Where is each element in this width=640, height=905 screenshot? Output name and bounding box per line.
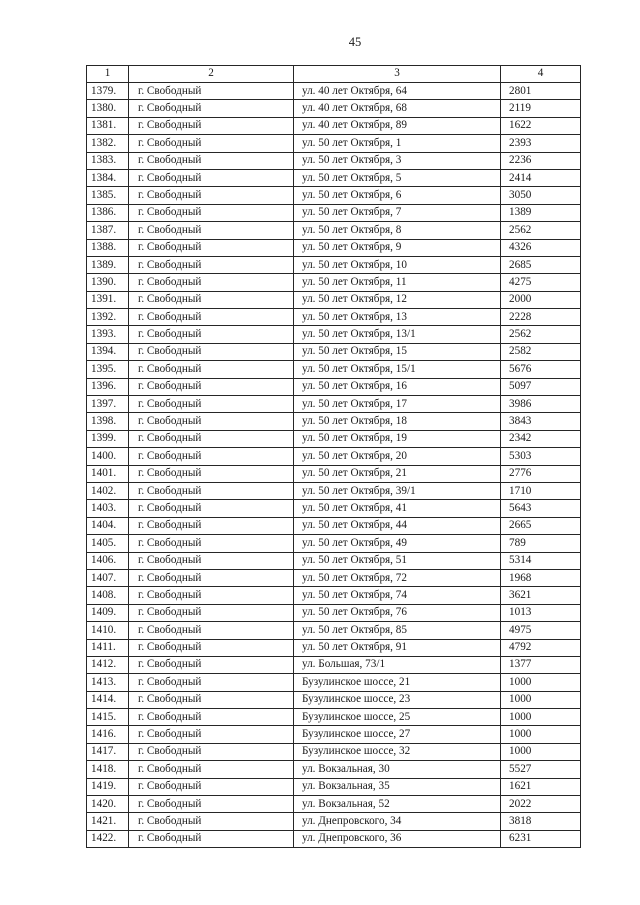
row-number: 1392.	[87, 309, 129, 326]
row-city: г. Свободный	[129, 187, 294, 204]
table-row	[87, 291, 581, 308]
row-city: г. Свободный	[129, 256, 294, 273]
row-city: г. Свободный	[129, 743, 294, 760]
row-value: 2414	[501, 169, 581, 186]
row-number: 1387.	[87, 222, 129, 239]
table-row	[87, 830, 581, 847]
row-address: ул. 50 лет Октября, 1	[294, 135, 501, 152]
row-value: 3986	[501, 396, 581, 413]
row-number: 1402.	[87, 482, 129, 499]
row-city: г. Свободный	[129, 83, 294, 100]
table-row	[87, 187, 581, 204]
row-number: 1397.	[87, 396, 129, 413]
row-value: 4275	[501, 274, 581, 291]
row-address: ул. 40 лет Октября, 68	[294, 100, 501, 117]
row-value: 1389	[501, 204, 581, 221]
table-row	[87, 413, 581, 430]
header-col-2: 2	[129, 66, 294, 83]
row-city: г. Свободный	[129, 830, 294, 847]
row-address: ул. 50 лет Октября, 6	[294, 187, 501, 204]
table-row	[87, 587, 581, 604]
row-city: г. Свободный	[129, 709, 294, 726]
row-address: ул. 50 лет Октября, 7	[294, 204, 501, 221]
row-number: 1401.	[87, 465, 129, 482]
table-row	[87, 674, 581, 691]
row-value: 2582	[501, 343, 581, 360]
header-row	[87, 66, 581, 83]
row-address: Бузулинское шоссе, 25	[294, 709, 501, 726]
row-city: г. Свободный	[129, 309, 294, 326]
table-row	[87, 448, 581, 465]
table-row	[87, 796, 581, 813]
row-number: 1416.	[87, 726, 129, 743]
row-value: 1000	[501, 743, 581, 760]
row-number: 1419.	[87, 778, 129, 795]
row-value: 5643	[501, 500, 581, 517]
row-address: ул. 40 лет Октября, 89	[294, 117, 501, 134]
row-address: ул. 50 лет Октября, 10	[294, 256, 501, 273]
table-row	[87, 500, 581, 517]
table-row	[87, 465, 581, 482]
row-address: ул. Вокзальная, 35	[294, 778, 501, 795]
row-number: 1404.	[87, 517, 129, 534]
row-value: 5527	[501, 761, 581, 778]
row-value: 5097	[501, 378, 581, 395]
row-value: 2665	[501, 517, 581, 534]
row-value: 5303	[501, 448, 581, 465]
table-row	[87, 135, 581, 152]
row-city: г. Свободный	[129, 361, 294, 378]
row-address: ул. 50 лет Октября, 8	[294, 222, 501, 239]
row-address: ул. 50 лет Октября, 18	[294, 413, 501, 430]
row-city: г. Свободный	[129, 761, 294, 778]
row-value: 789	[501, 535, 581, 552]
row-address: ул. 50 лет Октября, 76	[294, 604, 501, 621]
row-address: ул. 50 лет Октября, 74	[294, 587, 501, 604]
table-row	[87, 622, 581, 639]
row-value: 5676	[501, 361, 581, 378]
table-row	[87, 552, 581, 569]
row-number: 1414.	[87, 691, 129, 708]
row-city: г. Свободный	[129, 448, 294, 465]
row-address: ул. 50 лет Октября, 49	[294, 535, 501, 552]
row-city: г. Свободный	[129, 587, 294, 604]
row-city: г. Свободный	[129, 326, 294, 343]
table-row	[87, 152, 581, 169]
row-number: 1398.	[87, 413, 129, 430]
row-value: 2562	[501, 222, 581, 239]
row-address: Бузулинское шоссе, 23	[294, 691, 501, 708]
row-value: 1377	[501, 656, 581, 673]
row-address: ул. 50 лет Октября, 91	[294, 639, 501, 656]
table-row	[87, 569, 581, 586]
row-number: 1417.	[87, 743, 129, 760]
row-address: ул. 50 лет Октября, 17	[294, 396, 501, 413]
row-value: 1000	[501, 691, 581, 708]
row-address: ул. 50 лет Октября, 44	[294, 517, 501, 534]
row-address: Бузулинское шоссе, 32	[294, 743, 501, 760]
row-number: 1390.	[87, 274, 129, 291]
row-number: 1380.	[87, 100, 129, 117]
row-value: 2685	[501, 256, 581, 273]
row-number: 1415.	[87, 709, 129, 726]
row-city: г. Свободный	[129, 465, 294, 482]
table-row	[87, 482, 581, 499]
row-number: 1382.	[87, 135, 129, 152]
table-row	[87, 222, 581, 239]
row-city: г. Свободный	[129, 343, 294, 360]
table-row	[87, 535, 581, 552]
row-address: ул. 50 лет Октября, 41	[294, 500, 501, 517]
header-col-1: 1	[87, 66, 129, 83]
row-number: 1399.	[87, 430, 129, 447]
table-row	[87, 169, 581, 186]
row-city: г. Свободный	[129, 152, 294, 169]
row-value: 4326	[501, 239, 581, 256]
row-city: г. Свободный	[129, 726, 294, 743]
row-address: ул. 40 лет Октября, 64	[294, 83, 501, 100]
row-city: г. Свободный	[129, 604, 294, 621]
row-city: г. Свободный	[129, 569, 294, 586]
row-city: г. Свободный	[129, 274, 294, 291]
row-number: 1406.	[87, 552, 129, 569]
row-address: ул. 50 лет Октября, 51	[294, 552, 501, 569]
table-body	[87, 83, 581, 848]
row-value: 1000	[501, 726, 581, 743]
row-address: ул. 50 лет Октября, 5	[294, 169, 501, 186]
row-value: 2000	[501, 291, 581, 308]
row-number: 1393.	[87, 326, 129, 343]
table-row	[87, 430, 581, 447]
row-value: 3818	[501, 813, 581, 830]
row-value: 2562	[501, 326, 581, 343]
row-city: г. Свободный	[129, 517, 294, 534]
table-row	[87, 639, 581, 656]
row-address: ул. Днепровского, 34	[294, 813, 501, 830]
row-number: 1418.	[87, 761, 129, 778]
row-address: ул. 50 лет Октября, 15/1	[294, 361, 501, 378]
row-number: 1384.	[87, 169, 129, 186]
row-address: ул. 50 лет Октября, 39/1	[294, 482, 501, 499]
row-value: 1621	[501, 778, 581, 795]
row-city: г. Свободный	[129, 796, 294, 813]
row-address: ул. 50 лет Октября, 20	[294, 448, 501, 465]
table-row	[87, 256, 581, 273]
header-col-3: 3	[294, 66, 501, 83]
row-city: г. Свободный	[129, 639, 294, 656]
header-col-4: 4	[501, 66, 581, 83]
row-city: г. Свободный	[129, 378, 294, 395]
row-address: ул. 50 лет Октября, 11	[294, 274, 501, 291]
row-number: 1394.	[87, 343, 129, 360]
row-number: 1408.	[87, 587, 129, 604]
table-row	[87, 604, 581, 621]
row-city: г. Свободный	[129, 656, 294, 673]
row-number: 1410.	[87, 622, 129, 639]
row-number: 1385.	[87, 187, 129, 204]
row-value: 6231	[501, 830, 581, 847]
row-address: ул. 50 лет Октября, 3	[294, 152, 501, 169]
row-number: 1400.	[87, 448, 129, 465]
table-row	[87, 343, 581, 360]
row-number: 1381.	[87, 117, 129, 134]
row-value: 4792	[501, 639, 581, 656]
row-city: г. Свободный	[129, 222, 294, 239]
row-address: ул. 50 лет Октября, 16	[294, 378, 501, 395]
row-city: г. Свободный	[129, 204, 294, 221]
row-number: 1413.	[87, 674, 129, 691]
row-number: 1421.	[87, 813, 129, 830]
row-number: 1395.	[87, 361, 129, 378]
table-row	[87, 517, 581, 534]
table-row	[87, 813, 581, 830]
row-address: ул. 50 лет Октября, 19	[294, 430, 501, 447]
row-city: г. Свободный	[129, 622, 294, 639]
row-address: ул. Вокзальная, 52	[294, 796, 501, 813]
row-address: ул. 50 лет Октября, 15	[294, 343, 501, 360]
row-number: 1389.	[87, 256, 129, 273]
row-city: г. Свободный	[129, 778, 294, 795]
table-row	[87, 726, 581, 743]
row-address: ул. 50 лет Октября, 85	[294, 622, 501, 639]
table-row	[87, 274, 581, 291]
row-value: 4975	[501, 622, 581, 639]
row-number: 1396.	[87, 378, 129, 395]
row-city: г. Свободный	[129, 291, 294, 308]
row-address: ул. Большая, 73/1	[294, 656, 501, 673]
table-row	[87, 100, 581, 117]
row-value: 2236	[501, 152, 581, 169]
table-row	[87, 743, 581, 760]
row-city: г. Свободный	[129, 100, 294, 117]
row-address: ул. Вокзальная, 30	[294, 761, 501, 778]
row-number: 1409.	[87, 604, 129, 621]
row-address: ул. 50 лет Октября, 21	[294, 465, 501, 482]
row-address: ул. 50 лет Октября, 12	[294, 291, 501, 308]
row-value: 2228	[501, 309, 581, 326]
row-address: ул. 50 лет Октября, 72	[294, 569, 501, 586]
row-number: 1412.	[87, 656, 129, 673]
row-value: 1000	[501, 674, 581, 691]
table-row	[87, 378, 581, 395]
row-value: 2393	[501, 135, 581, 152]
address-table	[86, 65, 581, 848]
row-number: 1383.	[87, 152, 129, 169]
page-number: 45	[348, 35, 362, 49]
table-row	[87, 204, 581, 221]
table-row	[87, 396, 581, 413]
row-number: 1379.	[87, 83, 129, 100]
table-row	[87, 361, 581, 378]
row-city: г. Свободный	[129, 169, 294, 186]
table-row	[87, 83, 581, 100]
table-row	[87, 117, 581, 134]
row-city: г. Свободный	[129, 396, 294, 413]
row-number: 1391.	[87, 291, 129, 308]
table-row	[87, 691, 581, 708]
row-value: 2801	[501, 83, 581, 100]
row-city: г. Свободный	[129, 239, 294, 256]
row-value: 2776	[501, 465, 581, 482]
row-city: г. Свободный	[129, 413, 294, 430]
table-row	[87, 326, 581, 343]
row-value: 3050	[501, 187, 581, 204]
row-value: 2119	[501, 100, 581, 117]
row-value: 2342	[501, 430, 581, 447]
row-city: г. Свободный	[129, 691, 294, 708]
row-value: 2022	[501, 796, 581, 813]
row-value: 1013	[501, 604, 581, 621]
row-city: г. Свободный	[129, 500, 294, 517]
row-address: ул. 50 лет Октября, 13/1	[294, 326, 501, 343]
row-city: г. Свободный	[129, 674, 294, 691]
table-row	[87, 761, 581, 778]
row-city: г. Свободный	[129, 135, 294, 152]
table-row	[87, 309, 581, 326]
table-row	[87, 239, 581, 256]
row-value: 3843	[501, 413, 581, 430]
row-number: 1407.	[87, 569, 129, 586]
row-value: 1000	[501, 709, 581, 726]
row-number: 1405.	[87, 535, 129, 552]
row-address: ул. Днепровского, 36	[294, 830, 501, 847]
row-city: г. Свободный	[129, 430, 294, 447]
row-number: 1388.	[87, 239, 129, 256]
table-row	[87, 709, 581, 726]
row-address: ул. 50 лет Октября, 9	[294, 239, 501, 256]
row-address: Бузулинское шоссе, 21	[294, 674, 501, 691]
row-number: 1386.	[87, 204, 129, 221]
row-city: г. Свободный	[129, 482, 294, 499]
row-value: 1622	[501, 117, 581, 134]
row-city: г. Свободный	[129, 813, 294, 830]
row-number: 1422.	[87, 830, 129, 847]
table-row	[87, 656, 581, 673]
row-value: 3621	[501, 587, 581, 604]
row-value: 1710	[501, 482, 581, 499]
row-value: 1968	[501, 569, 581, 586]
row-value: 5314	[501, 552, 581, 569]
row-address: ул. 50 лет Октября, 13	[294, 309, 501, 326]
table-row	[87, 778, 581, 795]
row-address: Бузулинское шоссе, 27	[294, 726, 501, 743]
row-number: 1411.	[87, 639, 129, 656]
row-city: г. Свободный	[129, 117, 294, 134]
row-number: 1403.	[87, 500, 129, 517]
row-number: 1420.	[87, 796, 129, 813]
row-city: г. Свободный	[129, 535, 294, 552]
row-city: г. Свободный	[129, 552, 294, 569]
